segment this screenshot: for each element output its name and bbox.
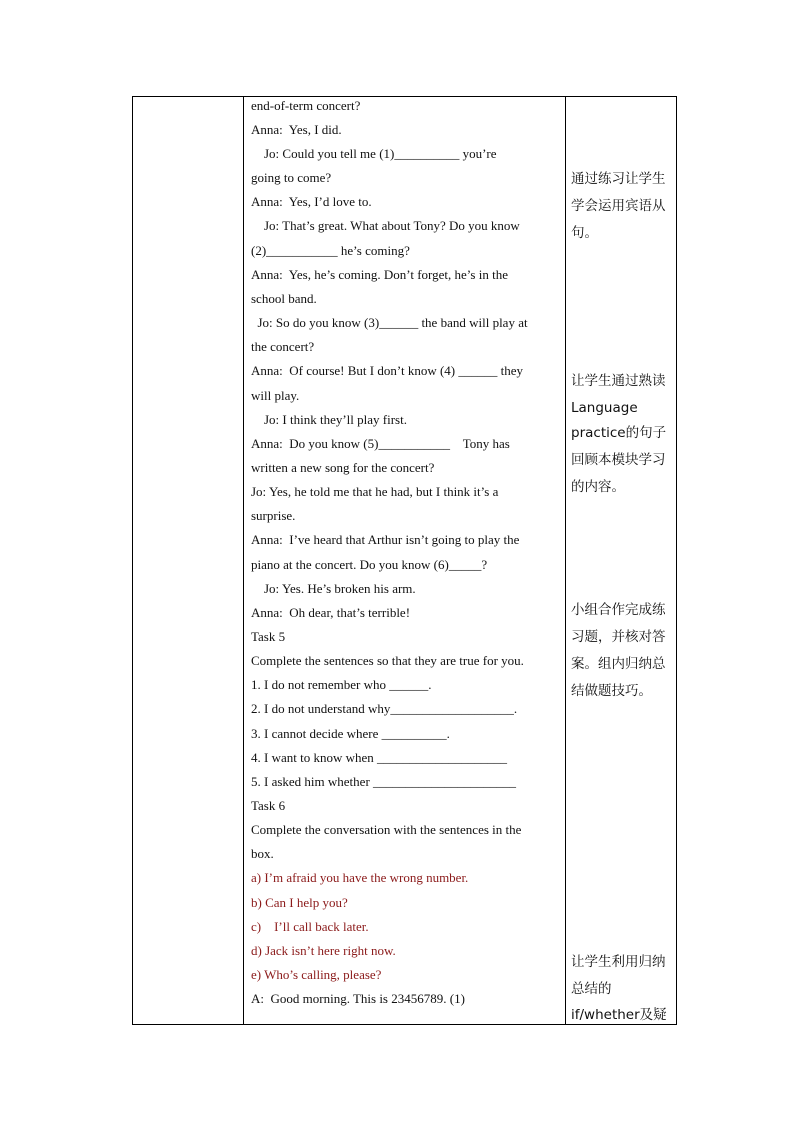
note-line: if/whether及疑 <box>571 1007 667 1023</box>
note-line: 回顾本模块学习 <box>571 452 666 468</box>
text-line: piano at the concert. Do you know (6)_____? <box>251 557 488 572</box>
text-line: Anna: Yes, he’s coming. Don’t forget, he’s in the <box>251 267 508 282</box>
task-heading: Task 5 <box>251 629 286 644</box>
text-line: Anna: Of course! But I don’t know (4) ______ they <box>251 363 523 378</box>
text-line: Anna: I’ve heard that Arthur isn’t going to play the <box>251 532 520 547</box>
option-line: a) I’m afraid you have the wrong number. <box>251 870 469 885</box>
task-instruction: Complete the sentences so that they are true for you. <box>251 653 524 668</box>
text-line: Jo: I think they’ll play first. <box>251 412 407 427</box>
column-divider-right <box>565 97 566 1024</box>
note-line: 总结的 <box>571 981 612 997</box>
text-line: Jo: Could you tell me (1)__________ you’re <box>251 146 497 161</box>
text-line: Anna: Oh dear, that’s terrible! <box>251 605 411 620</box>
note-line: 让学生利用归纳 <box>571 954 666 970</box>
text-line: Anna: Yes, I did. <box>251 122 342 137</box>
note-line: 结做题技巧。 <box>571 683 652 699</box>
text-line: school band. <box>251 291 317 306</box>
text-line: going to come? <box>251 170 332 185</box>
text-line: surprise. <box>251 508 296 523</box>
text-line: will play. <box>251 388 300 403</box>
note-line: practice的句子 <box>571 425 667 441</box>
text-line: end-of-term concert? <box>251 98 361 113</box>
exercise-item: 3. I cannot decide where __________. <box>251 726 450 741</box>
note-line: 的内容。 <box>571 479 625 495</box>
option-line: b) Can I help you? <box>251 895 348 910</box>
note-line: 案。组内归纳总 <box>571 656 666 672</box>
text-line: written a new song for the concert? <box>251 460 435 475</box>
exercise-item: 4. I want to know when ____________________ <box>251 750 508 765</box>
text-line: Jo: That’s great. What about Tony? Do you know <box>251 218 520 233</box>
option-line: d) Jack isn’t here right now. <box>251 943 396 958</box>
column-divider-left <box>243 97 244 1024</box>
task-instruction: box. <box>251 846 274 861</box>
note-line: 学会运用宾语从 <box>571 198 666 214</box>
note-line: Language <box>571 400 638 416</box>
option-line: e) Who’s calling, please? <box>251 967 382 982</box>
exercise-item: 2. I do not understand why___________________. <box>251 701 518 716</box>
note-line: 小组合作完成练 <box>571 602 666 618</box>
task-instruction: Complete the conversation with the sentences in the <box>251 822 522 837</box>
text-line: Jo: Yes, he told me that he had, but I think it’s a <box>251 484 499 499</box>
text-line: Jo: So do you know (3)______ the band will play at <box>251 315 528 330</box>
note-line: 句。 <box>571 225 598 241</box>
note-line: 让学生通过熟读 <box>571 373 666 389</box>
task-heading: Task 6 <box>251 798 286 813</box>
text-line: Anna: Do you know (5)___________ Tony has <box>251 436 510 451</box>
lesson-table <box>132 96 677 1025</box>
exercise-item: 1. I do not remember who ______. <box>251 677 432 692</box>
note-line: 习题，并核对答 <box>571 629 666 645</box>
text-line: A: Good morning. This is 23456789. (1) <box>251 991 465 1006</box>
text-line: Jo: Yes. He’s broken his arm. <box>251 581 416 596</box>
exercise-item: 5. I asked him whether ______________________ <box>251 774 517 789</box>
text-line: Anna: Yes, I’d love to. <box>251 194 372 209</box>
option-line: c) I’ll call back later. <box>251 919 369 934</box>
text-line: the concert? <box>251 339 315 354</box>
note-line: 通过练习让学生 <box>571 171 666 187</box>
text-line: (2)___________ he’s coming? <box>251 243 410 258</box>
